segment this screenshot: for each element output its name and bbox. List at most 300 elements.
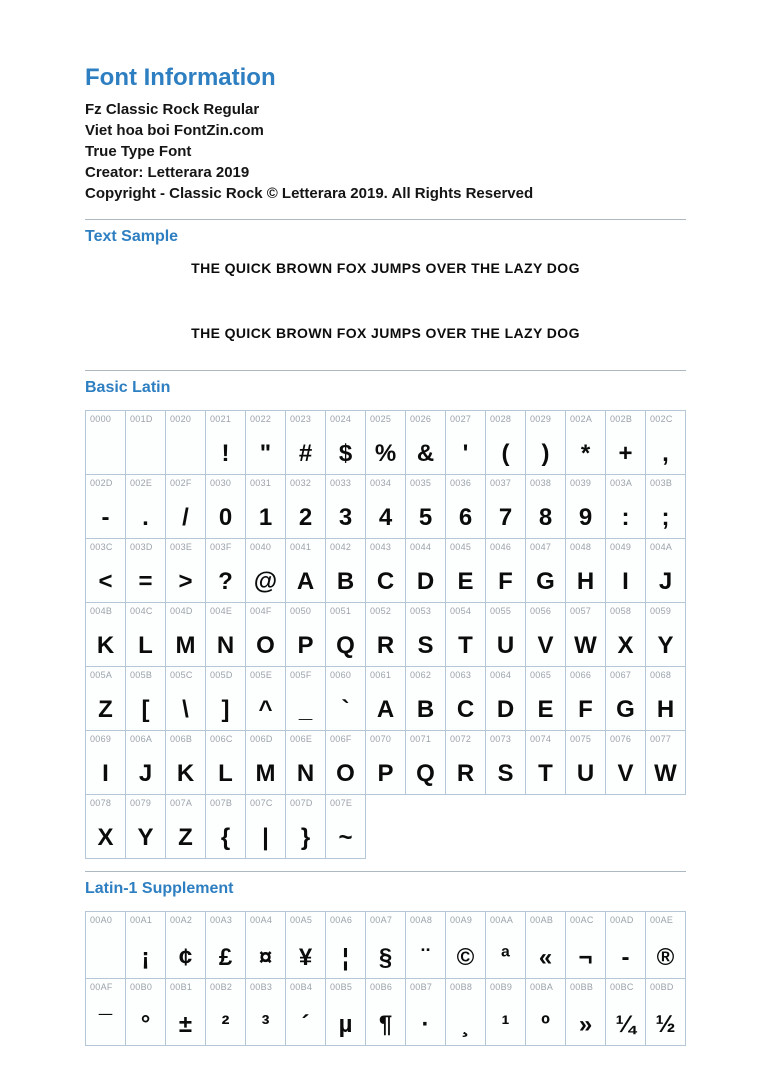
glyph-code: 0069 (90, 734, 112, 744)
section-divider (85, 871, 686, 872)
glyph-cell (165, 410, 206, 475)
glyph-cell (605, 666, 646, 731)
glyph-char: ] (221, 696, 230, 723)
glyph-cell (365, 474, 406, 539)
glyph-cell (125, 538, 166, 603)
glyph-code: 00AC (570, 915, 594, 925)
glyph-char: º (541, 1011, 550, 1038)
glyph-char: G (536, 568, 555, 595)
glyph-code: 0059 (650, 606, 672, 616)
glyph-char: ¯ (98, 1011, 113, 1038)
glyph-char: D (496, 696, 515, 723)
glyph-code: 0054 (450, 606, 472, 616)
glyph-char: H (656, 696, 675, 723)
glyph-cell (565, 538, 606, 603)
glyph-cell (405, 911, 446, 979)
font-copyright: Copyright - Classic Rock © Letterara 2019. All Rights Reserved (85, 185, 534, 202)
glyph-cell (325, 666, 366, 731)
glyph-cell (285, 911, 326, 979)
glyph-char: 8 (538, 504, 553, 531)
glyph-row (85, 410, 686, 475)
glyph-code: 0021 (210, 414, 232, 424)
glyph-cell (605, 602, 646, 667)
glyph-cell (565, 730, 606, 795)
glyph-cell (605, 730, 646, 795)
glyph-cell (245, 978, 286, 1046)
glyph-code: 00AF (90, 982, 113, 992)
glyph-code: 002F (170, 478, 192, 488)
glyph-cell (85, 794, 126, 859)
glyph-char: 4 (378, 504, 393, 531)
glyph-cell (325, 538, 366, 603)
glyph-cell (565, 410, 606, 475)
glyph-cell (405, 410, 446, 475)
glyph-char: D (416, 568, 435, 595)
glyph-code: 0072 (450, 734, 472, 744)
glyph-code: 002A (570, 414, 593, 424)
glyph-cell (245, 730, 286, 795)
glyph-cell (165, 730, 206, 795)
glyph-char: Z (98, 696, 113, 723)
glyph-cell (405, 474, 446, 539)
glyph-code: 003B (650, 478, 673, 488)
glyph-code: 0037 (490, 478, 512, 488)
glyph-code: 00A8 (410, 915, 433, 925)
glyph-row (85, 911, 686, 979)
glyph-cell (205, 538, 246, 603)
glyph-cell (445, 538, 486, 603)
font-info-block (85, 99, 686, 204)
glyph-cell (525, 978, 566, 1046)
glyph-code: 00A7 (370, 915, 393, 925)
glyph-char: R (376, 632, 395, 659)
glyph-char: Y (137, 824, 154, 851)
glyph-code: 002E (130, 478, 153, 488)
glyph-code: 004C (130, 606, 153, 616)
glyph-cell (85, 911, 126, 979)
glyph-code: 0041 (290, 542, 312, 552)
glyph-char: # (298, 440, 313, 467)
glyph-char: © (456, 944, 475, 971)
glyph-char: F (578, 696, 593, 723)
glyph-code: 0068 (650, 670, 672, 680)
glyph-cell (645, 538, 686, 603)
glyph-char: Z (178, 824, 193, 851)
glyph-cell (285, 538, 326, 603)
glyph-char: H (576, 568, 595, 595)
glyph-cell (325, 911, 366, 979)
glyph-code: 0066 (570, 670, 592, 680)
glyph-char: U (496, 632, 515, 659)
glyph-char: . (142, 504, 149, 531)
glyph-cell (325, 602, 366, 667)
glyph-char: / (182, 504, 189, 531)
glyph-code: 007B (210, 798, 233, 808)
font-type: True Type Font (85, 143, 192, 160)
glyph-code: 005A (90, 670, 113, 680)
glyph-char: µ (338, 1011, 353, 1038)
glyph-code: 007D (290, 798, 313, 808)
glyph-row (85, 475, 686, 539)
glyph-code: 0076 (610, 734, 632, 744)
glyph-code: 007E (330, 798, 353, 808)
glyph-char: A (376, 696, 395, 723)
glyph-cell (165, 538, 206, 603)
glyph-cell (85, 538, 126, 603)
glyph-char: W (574, 632, 597, 659)
glyph-char: X (617, 632, 634, 659)
glyph-code: 0044 (410, 542, 432, 552)
glyph-code: 0040 (250, 542, 272, 552)
glyph-code: 0043 (370, 542, 392, 552)
glyph-code: 00BD (650, 982, 674, 992)
glyph-code: 004B (90, 606, 113, 616)
glyph-code: 0022 (250, 414, 272, 424)
glyph-code: 0024 (330, 414, 352, 424)
glyph-code: 0028 (490, 414, 512, 424)
glyph-cell (525, 730, 566, 795)
glyph-char: N (296, 760, 315, 787)
glyph-code: 00A1 (130, 915, 153, 925)
glyph-char: O (256, 632, 275, 659)
glyph-cell (165, 911, 206, 979)
glyph-char: ² (221, 1011, 230, 1038)
page-title: Font Information (85, 64, 276, 91)
page-content (85, 63, 686, 1046)
glyph-char: I (102, 760, 109, 787)
glyph-cell (605, 410, 646, 475)
glyph-code: 00A9 (450, 915, 473, 925)
glyph-char: P (297, 632, 314, 659)
glyph-code: 0071 (410, 734, 432, 744)
glyph-char: " (259, 440, 272, 467)
glyph-code: 0047 (530, 542, 552, 552)
glyph-cell (645, 410, 686, 475)
glyph-code: 0029 (530, 414, 552, 424)
glyph-code: 0046 (490, 542, 512, 552)
glyph-code: 002C (650, 414, 673, 424)
glyph-cell (405, 978, 446, 1046)
glyph-cell (645, 911, 686, 979)
glyph-code: 0026 (410, 414, 432, 424)
glyph-code: 0055 (490, 606, 512, 616)
glyph-char: 0 (218, 504, 233, 531)
glyph-cell (125, 730, 166, 795)
glyph-code: 0063 (450, 670, 472, 680)
glyph-code: 002B (610, 414, 633, 424)
glyph-cell (645, 602, 686, 667)
glyph-char: ? (218, 568, 233, 595)
glyph-cell (325, 474, 366, 539)
glyph-char: T (458, 632, 473, 659)
glyph-code: 0075 (570, 734, 592, 744)
glyph-code: 0032 (290, 478, 312, 488)
glyph-code: 00A5 (290, 915, 313, 925)
glyph-char: < (98, 568, 113, 595)
glyph-char: ª (501, 944, 510, 971)
glyph-cell (445, 474, 486, 539)
glyph-char: X (97, 824, 114, 851)
glyph-cell (125, 978, 166, 1046)
glyph-code: 007C (250, 798, 273, 808)
glyph-cell (205, 602, 246, 667)
glyph-code: 0079 (130, 798, 152, 808)
glyph-cell (125, 602, 166, 667)
glyph-cell (285, 666, 326, 731)
glyph-cell (85, 666, 126, 731)
glyph-code: 00B6 (370, 982, 393, 992)
glyph-code: 0034 (370, 478, 392, 488)
glyph-row (85, 667, 686, 731)
glyph-char: & (416, 440, 435, 467)
glyph-code: 00B8 (450, 982, 473, 992)
glyph-cell (525, 911, 566, 979)
glyph-code: 007A (170, 798, 193, 808)
glyph-char: @ (253, 568, 278, 595)
font-source: Viet hoa boi FontZin.com (85, 122, 264, 139)
glyph-code: 0057 (570, 606, 592, 616)
glyph-code: 003F (210, 542, 232, 552)
glyph-char: 9 (578, 504, 593, 531)
glyph-char: ¶ (378, 1011, 393, 1038)
glyph-char: K (176, 760, 195, 787)
glyph-code: 0025 (370, 414, 392, 424)
glyph-code: 0053 (410, 606, 432, 616)
glyph-char: - (101, 504, 110, 531)
glyph-code: 0038 (530, 478, 552, 488)
glyph-char: > (178, 568, 193, 595)
glyph-cell (205, 474, 246, 539)
glyph-code: 006D (250, 734, 273, 744)
glyph-cell (645, 730, 686, 795)
glyph-cell (485, 730, 526, 795)
glyph-char: } (300, 824, 311, 851)
glyph-cell (285, 730, 326, 795)
glyph-cell (165, 978, 206, 1046)
glyph-char: % (374, 440, 397, 467)
glyph-code: 003E (170, 542, 193, 552)
glyph-char: = (138, 568, 153, 595)
glyph-cell (605, 911, 646, 979)
glyph-cell (125, 794, 166, 859)
glyph-cell (445, 602, 486, 667)
glyph-code: 00BA (530, 982, 554, 992)
glyph-cell (445, 978, 486, 1046)
glyph-cell (405, 730, 446, 795)
glyph-char: \ (182, 696, 189, 723)
glyph-cell (245, 474, 286, 539)
glyph-code: 0074 (530, 734, 552, 744)
glyph-cell (205, 794, 246, 859)
glyph-cell (125, 410, 166, 475)
glyph-char: ¡ (141, 944, 150, 971)
glyph-code: 00A3 (210, 915, 233, 925)
glyph-char: ¬ (578, 944, 593, 971)
glyph-cell (285, 602, 326, 667)
glyph-char: * (580, 440, 591, 467)
glyph-cell (165, 602, 206, 667)
glyph-char: S (497, 760, 514, 787)
glyph-code: 001D (130, 414, 153, 424)
glyph-code: 005C (170, 670, 193, 680)
glyph-char: G (616, 696, 635, 723)
glyph-code: 004F (250, 606, 272, 616)
glyph-code: 0049 (610, 542, 632, 552)
section-divider (85, 219, 686, 220)
glyph-cell (365, 410, 406, 475)
glyph-char: K (96, 632, 115, 659)
glyph-char: 3 (338, 504, 353, 531)
glyph-code: 0042 (330, 542, 352, 552)
font-creator: Creator: Letterara 2019 (85, 164, 250, 181)
glyph-cell (605, 474, 646, 539)
glyph-char: | (262, 824, 269, 851)
glyph-code: 00B5 (330, 982, 353, 992)
glyph-cell (205, 410, 246, 475)
glyph-cell (325, 794, 366, 859)
glyph-char: [ (141, 696, 150, 723)
glyph-code: 005F (290, 670, 312, 680)
glyph-char: § (378, 944, 393, 971)
glyph-row (85, 731, 686, 795)
glyph-char: C (376, 568, 395, 595)
glyph-char: » (578, 1011, 593, 1038)
section-divider (85, 370, 686, 371)
glyph-code: 0027 (450, 414, 472, 424)
glyph-cell (365, 602, 406, 667)
glyph-char: · (421, 1011, 430, 1038)
glyph-cell (445, 410, 486, 475)
glyph-char: 7 (498, 504, 513, 531)
glyph-code: 00B9 (490, 982, 513, 992)
glyph-code: 005E (250, 670, 273, 680)
glyph-code: 00A6 (330, 915, 353, 925)
glyph-code: 0039 (570, 478, 592, 488)
glyph-grid-latin1-supplement (85, 911, 686, 1046)
glyph-cell (485, 602, 526, 667)
glyph-cell (245, 666, 286, 731)
glyph-code: 006A (130, 734, 153, 744)
glyph-char: + (618, 440, 633, 467)
glyph-code: 006B (170, 734, 193, 744)
section-heading-basic-latin: Basic Latin (85, 379, 171, 396)
glyph-cell (285, 978, 326, 1046)
glyph-char: J (658, 568, 673, 595)
glyph-code: 0064 (490, 670, 512, 680)
glyph-char: ¼ (615, 1011, 636, 1038)
glyph-char: N (216, 632, 235, 659)
glyph-code: 00B7 (410, 982, 433, 992)
glyph-char: ¹ (501, 1011, 510, 1038)
glyph-code: 0051 (330, 606, 352, 616)
glyph-code: 0045 (450, 542, 472, 552)
glyph-cell (125, 666, 166, 731)
glyph-cell (565, 911, 606, 979)
glyph-code: 00B0 (130, 982, 153, 992)
glyph-cell (365, 978, 406, 1046)
glyph-char: ³ (261, 1011, 270, 1038)
glyph-char: 2 (298, 504, 313, 531)
glyph-char: ` (341, 696, 350, 723)
glyph-cell (205, 978, 246, 1046)
glyph-char: B (336, 568, 355, 595)
glyph-char: { (220, 824, 231, 851)
glyph-char: ½ (655, 1011, 676, 1038)
glyph-char: V (537, 632, 554, 659)
glyph-code: 004E (210, 606, 233, 616)
glyph-char: 6 (458, 504, 473, 531)
glyph-code: 0030 (210, 478, 232, 488)
glyph-cell (405, 666, 446, 731)
glyph-cell (605, 538, 646, 603)
glyph-code: 00AE (650, 915, 674, 925)
glyph-cell (245, 602, 286, 667)
glyph-code: 00AB (530, 915, 554, 925)
glyph-char: : (621, 504, 630, 531)
glyph-cell (245, 911, 286, 979)
glyph-code: 0048 (570, 542, 592, 552)
glyph-cell (245, 410, 286, 475)
glyph-char: £ (218, 944, 233, 971)
glyph-char: M (255, 760, 276, 787)
glyph-cell (565, 474, 606, 539)
glyph-char: W (654, 760, 677, 787)
section-heading-text-sample: Text Sample (85, 228, 179, 245)
glyph-code: 00AA (490, 915, 514, 925)
glyph-code: 0056 (530, 606, 552, 616)
glyph-row (85, 603, 686, 667)
section-heading-latin1-supplement: Latin-1 Supplement (85, 880, 234, 897)
glyph-char: ) (541, 440, 550, 467)
glyph-char: R (456, 760, 475, 787)
glyph-code: 00A4 (250, 915, 273, 925)
glyph-code: 0067 (610, 670, 632, 680)
glyph-grid-basic-latin (85, 410, 686, 859)
glyph-char: T (538, 760, 553, 787)
glyph-char: 5 (418, 504, 433, 531)
glyph-code: 0000 (90, 414, 112, 424)
glyph-code: 00B3 (250, 982, 273, 992)
glyph-cell (125, 474, 166, 539)
glyph-char: $ (338, 440, 353, 467)
glyph-char: ± (178, 1011, 193, 1038)
glyph-code: 00A0 (90, 915, 113, 925)
glyph-char: ^ (258, 696, 273, 723)
glyph-cell (525, 666, 566, 731)
glyph-code: 0023 (290, 414, 312, 424)
glyph-char: - (621, 944, 630, 971)
glyph-cell (525, 538, 566, 603)
glyph-code: 0035 (410, 478, 432, 488)
glyph-code: 005B (130, 670, 153, 680)
glyph-code: 0058 (610, 606, 632, 616)
glyph-char: M (175, 632, 196, 659)
glyph-char: Q (416, 760, 435, 787)
glyph-char: P (377, 760, 394, 787)
glyph-code: 002D (90, 478, 113, 488)
glyph-char: ¸ (461, 1011, 470, 1038)
glyph-cell (485, 474, 526, 539)
glyph-code: 0060 (330, 670, 352, 680)
glyph-cell (205, 911, 246, 979)
glyph-cell (645, 666, 686, 731)
glyph-cell (205, 666, 246, 731)
glyph-cell (405, 538, 446, 603)
glyph-char: ' (462, 440, 469, 467)
glyph-cell (405, 602, 446, 667)
glyph-code: 00A2 (170, 915, 193, 925)
glyph-char: 1 (258, 504, 273, 531)
